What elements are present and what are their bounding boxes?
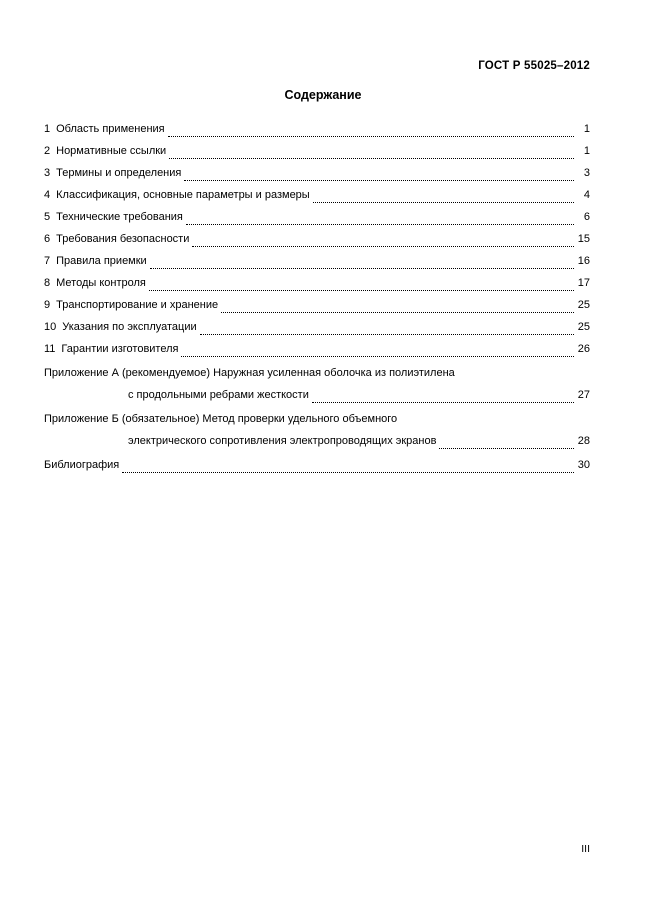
toc-entry-label: Гарантии изготовителя [61, 343, 179, 355]
toc-leader-dots [192, 245, 574, 247]
toc-leader-dots [312, 401, 574, 403]
toc-entry-number: 11 [44, 343, 56, 355]
toc-leader-dots [149, 289, 574, 291]
toc-entry-label: с продольными ребрами жесткости [128, 389, 309, 401]
toc-leader-dots [400, 426, 574, 427]
toc-leader-dots [122, 471, 574, 473]
toc-entry-page: 16 [577, 255, 590, 267]
toc-entry-page: 4 [583, 189, 590, 201]
toc-entry-page: 17 [577, 277, 590, 289]
toc-entry-label: Библиография [44, 459, 120, 471]
toc-entry-label: Указания по эксплуатации [62, 321, 197, 333]
page-title: Содержание [284, 88, 362, 102]
toc-entry[interactable] [44, 250, 590, 272]
toc-entry-page: 6 [583, 211, 590, 223]
toc-entry[interactable] [44, 162, 590, 184]
toc-entry-label: Нормативные ссылки [56, 145, 167, 157]
toc-entry-page: 15 [577, 233, 590, 245]
toc-entry-number: 5 [44, 211, 51, 223]
toc-entry[interactable] [44, 140, 590, 162]
toc-entry-number: 1 [44, 123, 51, 135]
toc-entry-number: 2 [44, 145, 51, 157]
toc-entry-number: 4 [44, 189, 51, 201]
toc-entry-label: Приложение А (рекомендуемое) Наружная усиленная оболочка из полиэтилена [44, 367, 455, 379]
toc-entry-number: 9 [44, 299, 51, 311]
toc-entry-label: электрического сопротивления электропроводящих экранов [128, 435, 437, 447]
toc-entry-label: Правила приемки [56, 255, 147, 267]
page-number: III [581, 843, 590, 855]
toc-entry-page: 26 [577, 343, 590, 355]
toc-leader-dots [150, 267, 574, 269]
toc-entry[interactable] [44, 228, 590, 250]
toc-entry-page: 25 [577, 321, 590, 333]
toc-entry[interactable] [44, 118, 590, 140]
toc-entry-page: 3 [583, 167, 590, 179]
toc-entry-label: Требования безопасности [56, 233, 190, 245]
table-of-contents [44, 118, 590, 476]
toc-leader-dots [184, 179, 574, 181]
toc-entry-page: 27 [577, 389, 590, 401]
toc-entry-appendix-a-continuation[interactable] [44, 384, 590, 406]
toc-entry-appendix-b-continuation[interactable] [44, 430, 590, 452]
toc-entry[interactable] [44, 294, 590, 316]
toc-leader-dots [168, 135, 574, 137]
toc-leader-dots [181, 355, 574, 357]
toc-leader-dots [169, 157, 574, 159]
toc-entry-number: 3 [44, 167, 51, 179]
toc-entry[interactable] [44, 184, 590, 206]
toc-leader-dots [439, 447, 574, 449]
toc-leader-dots [313, 201, 574, 203]
toc-entry-page: 1 [583, 145, 590, 157]
toc-entry-number: 8 [44, 277, 51, 289]
toc-entry-label: Транспортирование и хранение [56, 299, 219, 311]
toc-entry-appendix-a[interactable] [44, 362, 590, 384]
toc-entry[interactable] [44, 272, 590, 294]
toc-entry[interactable] [44, 206, 590, 228]
toc-leader-dots [221, 311, 574, 313]
toc-entry-page: 28 [577, 435, 590, 447]
toc-entry-number: 10 [44, 321, 57, 333]
toc-entry[interactable] [44, 338, 590, 360]
toc-leader-dots [458, 380, 574, 381]
toc-entry-label: Технические требования [56, 211, 183, 223]
toc-entry-page: 1 [583, 123, 590, 135]
toc-entry-number: 6 [44, 233, 51, 245]
toc-entry-page: 30 [577, 459, 590, 471]
standard-number-header: ГОСТ Р 55025–2012 [478, 60, 590, 72]
toc-entry-bibliography[interactable] [44, 454, 590, 476]
toc-entry-label: Приложение Б (обязательное) Метод проверки удельного объемного [44, 413, 398, 425]
toc-entry-appendix-b[interactable] [44, 408, 590, 430]
toc-leader-dots [200, 333, 574, 335]
toc-entry[interactable] [44, 316, 590, 338]
toc-entry-label: Методы контроля [56, 277, 146, 289]
toc-entry-label: Классификация, основные параметры и размеры [56, 189, 310, 201]
toc-leader-dots [186, 223, 574, 225]
toc-entry-number: 7 [44, 255, 51, 267]
toc-entry-label: Область применения [56, 123, 165, 135]
toc-entry-label: Термины и определения [56, 167, 182, 179]
toc-entry-page: 25 [577, 299, 590, 311]
